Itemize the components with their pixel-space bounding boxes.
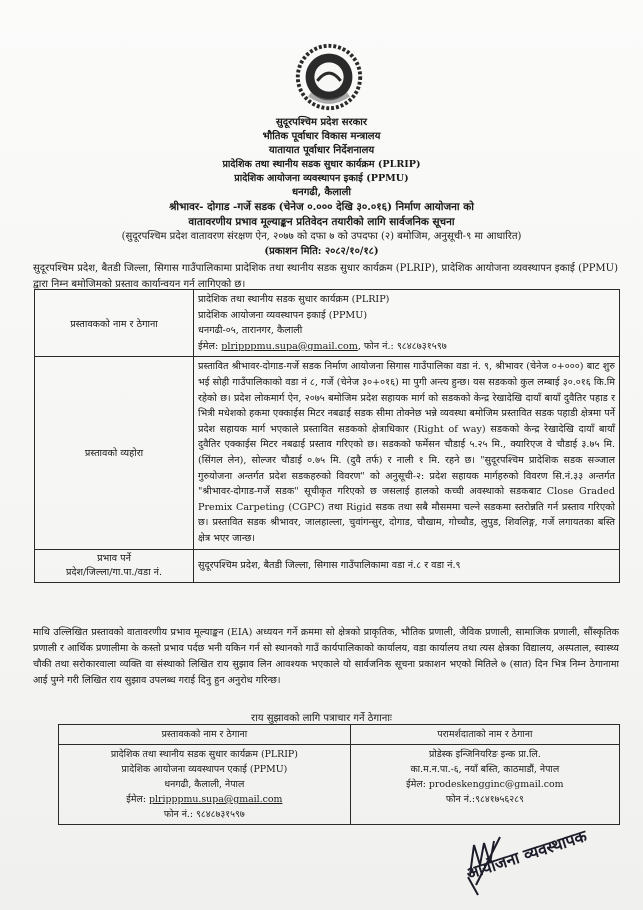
affected-area-value: सुदूरपश्चिम प्रदेश, बैतडी जिल्ला, सिगास गाउँपालिकामा वडा नं.८ र वडा नं.९ <box>194 549 620 582</box>
header-line-gov: सुदूरपश्चिम प्रदेश सरकार <box>276 117 367 128</box>
consultant-email-link[interactable]: prodeskengginc@gmail.com <box>428 779 564 790</box>
proponent-address-line: धनगढी, कैलाली, नेपाल <box>164 779 245 790</box>
consultant-address-line: का.म.न.पा.-६, नयाँ बस्ति, काठमाडौं, नेपाल <box>410 764 560 775</box>
contacts-body-row <box>59 745 620 825</box>
proponent-line: धनगढी-०५, तारानगर, कैलाली <box>198 325 303 337</box>
contacts-title: राय सुझावको लागि पत्राचार गर्ने ठेगानाः <box>251 713 392 724</box>
intro-paragraph: सुदूरपश्चिम प्रदेश, बैतडी जिल्ला, सिगास गाउँपालिकामा प्रादेशिक तथा स्थानीय सडक सुधार कार्यक्रम (PLRIP), प्रादेशिक आयोजना व्यवस्थापन इकाई (PPMU) द्वारा निम्न बमोजिमको प्रस्ताव कार्यान्वयन गर्न लागिएको छ। <box>33 263 618 290</box>
proponent-phone: , फोन नं.: ९८४८७३१५९७ <box>357 340 447 352</box>
proponent-address-line: प्रादेशिक तथा स्थानीय सडक सुधार कार्यक्रम (PLRIP) <box>110 749 298 760</box>
affected-area-label-line1: प्रभाव पर्ने <box>97 552 131 564</box>
proponent-email-link[interactable]: plripppmu.supa@gmail.com <box>148 794 283 805</box>
proponent-phone-line: फोन नं.: ९८४८७३१५९७ <box>163 809 245 820</box>
proponent-value <box>194 290 620 357</box>
email-label: ईमेल: <box>126 794 149 805</box>
email-label: ईमेल: <box>198 340 219 352</box>
proponent-line: प्रादेशिक तथा स्थानीय सडक सुधार कार्यक्रम (PLRIP) <box>198 294 390 305</box>
proposal-table <box>34 289 620 583</box>
proponent-line: प्रादेशिक आयोजना व्यवस्थापन इकाई (PPMU) <box>198 309 368 321</box>
proponent-address-line: प्रादेशिक आयोजना व्यवस्थापन एकाई (PPMU) <box>121 764 288 775</box>
project-manager-stamp: आयोजना व्यवस्थापक <box>463 826 590 884</box>
proponent-contact-cell <box>59 745 351 825</box>
header-line-location: धनगढी, कैलाली <box>292 187 351 198</box>
proponent-header: प्रस्तावकको नाम र ठेगाना <box>59 725 351 745</box>
request-paragraph: माथि उल्लिखित प्रस्तावको वातावरणीय प्रभाव मूल्याङ्कन (EIA) अध्ययन गर्ने क्रममा सो क्षेत्रको प्राकृतिक, भौतिक प्रणाली, जैविक प्रणाली, सामाजिक प्रणाली, सौंस्कृतिक प्रणाली र आर्थिक प्रणालीमा के कस्तो प्रभाव पर्दछ भनी यकिन गर्न सो स्थानको गाउँ कार्यपालिकाको कार्यालय, वडा कार्यालय तथा त्यस क्षेत्रका विद्यालय, अस्पताल, स्वास्थ्य चौकी तथा सरोकारवाला व्यक्ति वा संस्थाको लिखित राय सुझाव लिन आवश्यक भएकाले यो सार्वजनिक सूचना प्रकाशन भएको मितिले ७ (सात) दिन भित्र निम्न ठेगानामा आई पुग्ने गरी लिखित राय सुझाव उपलब्ध गराई दिनु हुन अनुरोध गरिन्छ। <box>33 627 619 686</box>
email-label: ईमेल: <box>406 779 429 790</box>
description-label: प्रस्तावको व्यहोरा <box>35 357 194 549</box>
affected-area-label-line2: प्रदेश/जिल्ला/गा.पा./वडा नं. <box>66 566 162 578</box>
proponent-email-link[interactable]: plripppmu.supa@gmail.com <box>221 340 358 352</box>
header-line-ministry: भौतिक पूर्वाधार विकास मन्त्रालय <box>262 131 381 142</box>
notice-title-line2: वातावरणीय प्रभाव मूल्याङ्कन प्रतिवेदन तयारीको लागि सार्वजनिक सूचना <box>188 216 455 228</box>
proponent-contact <box>198 339 615 355</box>
header-line-directorate: यातायात पूर्वाधार निर्देशनालय <box>268 145 375 156</box>
contacts-table <box>58 724 620 825</box>
description-value: प्रस्तावित श्रीभावर-दोगाड-गर्जे सडक निर्माण आयोजना सिगास गाउँपालिका वडा नं. ९, श्रीभावर (चेनेज ०+०००) बाट शुरु भई सोही गाउँपालिकाको वडा नं ८, गर्जे (चेनेज ३०+०१६) मा पुगी अन्त्य हुन्छ। यस सडकको कुल लम्बाई ३०.०१६ कि.मि रहेको छ। प्रदेश लोकमार्ग ऐन, २०७५ बमोजिम प्रदेश सहायक मार्ग को सडकको केन्द्र रेखादेखि दायाँ बायाँ दुवैतिर पहाड र भित्री मधेशको हकमा एक्काईस मिटर नबढाई सडक सीमा तोक्नेछ भन्ने व्यवस्था बमोजिम प्रस्तावित सडक पहाडी क्षेत्रमा पर्ने प्रदेश सहायक मार्ग भएकाले प्रस्तावित सडकको क्षेत्राधिकार (Right of way) सडकको केन्द्र रेखादेखि दायाँ बायाँ दुवैतिर एक्काईस मिटर नबढाई प्रस्ताव गरिएको छ। सडकको फर्मेसन चौडाई ५.२५ मि., क्यारिएज वे चौडाई ३.७५ मि. (सिंगल लेन), सोल्जर चौडाई ०.७५ मि. (दुवै तर्फ) र नाली १ मि. रहने छ। "सुदूरपश्चिम प्रादेशिक सडक सञ्जाल गुरुयोजना अन्तर्गत प्रदेश सडकहरुको विवरण" को अनुसूची-२: प्रदेश सहायक मार्गहरुको विवरण सि.नं.३३ अन्तर्गत "श्रीभावर-दोगाड-गर्जे सडक" सूचीकृत गरिएको छ जसलाई हालको कच्ची अवस्थाको सडकबाट Close Graded Premix Carpeting (CGPC) तथा Rigid सडक तथा सबै मौसममा चल्ने सडकमा स्तरोन्नति गर्न प्रस्ताव गरिएको छ। प्रस्तावित सडक श्रीभावर, जालहाल्ला, चुवांगन्सुर, दोगाड, चौखाम, गोच्चौड, लुपुड, शिवलिङ्ग, गर्जे लगायतका बस्ति क्षेत्र भएर जान्छ। <box>194 357 620 549</box>
table-row-affected-area <box>35 549 620 582</box>
consultant-contact-cell <box>350 745 619 825</box>
consultant-phone-line: फोन नं.:९८४१७५६२८९ <box>445 794 524 805</box>
affected-area-label <box>35 549 194 582</box>
proponent-email-line <box>63 792 346 807</box>
table-row-proponent <box>35 290 620 357</box>
legal-reference: (सुदूरपश्चिम प्रदेश वातावरण संरक्षण ऐन, २०७७ को दफा ७ को उपदफा (२) बमोजिम, अनुसूची-९ मा आधारित) <box>121 231 522 242</box>
consultant-email-line <box>355 777 615 792</box>
contacts-header-row <box>59 725 620 745</box>
consultant-address-line: प्रोडेस्क इन्जिनियरिङ इन्क प्रा.लि. <box>428 749 541 760</box>
table-row-description <box>35 357 620 549</box>
header-line-program: प्रादेशिक तथा स्थानीय सडक सुधार कार्यक्रम (PLRIP) <box>222 159 421 170</box>
proponent-label: प्रस्तावकको नाम र ठेगाना <box>35 290 194 357</box>
header-line-unit: प्रादेशिक आयोजना व्यवस्थापन इकाई (PPMU) <box>234 173 409 184</box>
government-emblem-icon <box>290 38 368 116</box>
notice-title-line1: श्रीभावर- दोगाड -गर्जे सडक (चेनेज ०.००० देखि ३०.०१६) निर्माण आयोजना को <box>169 201 474 213</box>
consultant-header: परामर्शदाताको नाम र ठेगाना <box>350 725 619 745</box>
publish-date: (प्रकाशन मिति: २०८२/१०/१८) <box>264 246 379 257</box>
